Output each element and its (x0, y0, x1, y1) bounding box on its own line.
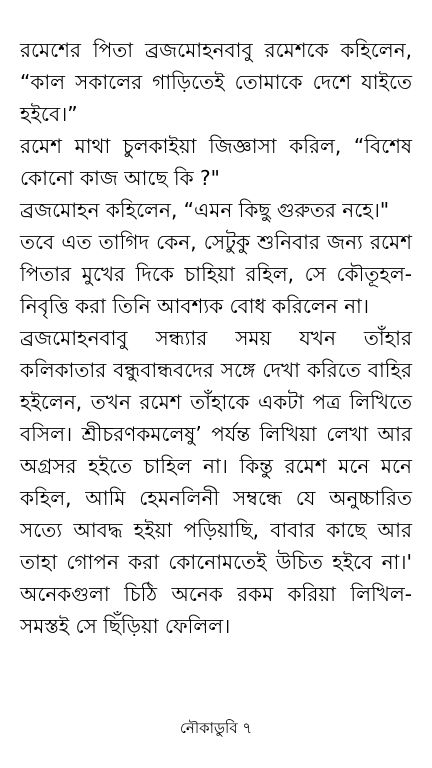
paragraph: রমেশের পিতা ব্রজমোহনবাবু রমেশকে কহিলেন, “কাল সকালের গাড়িতেই তোমাকে দেশে যাইতে হইবে।” (20, 38, 412, 126)
paragraph: তবে এত তাগিদ কেন, সেটুকু শুনিবার জন্য রমেশ পিতার মুখের দিকে চাহিয়া রহিল, সে কৌতূহল- নিবৃত্তি করা তিনি আবশ্যক বোধ করিলেন না। (20, 230, 412, 318)
paragraph: ব্রজমোহন কহিলেন, “এমন কিছু গুরুতর নহে।" (20, 198, 390, 222)
page-text (20, 34, 412, 642)
page-footer: নৌকাডুবি ৭ (179, 719, 253, 737)
paragraph: রমেশ মাথা চুলকাইয়া জিজ্ঞাসা করিল, “বিশেষ কোনো কাজ আছে কি ?" (20, 134, 412, 190)
paragraph: ব্রজমোহনবাবু সন্ধ্যার সময় যখন তাঁহার কলিকাতার বন্ধুবান্ধবদের সঙ্গে দেখা করিতে বাহির হইলেন, তখন রমেশ তাঁহাকে একটা পত্র লিখিতে বসিল। শ্রীচরণকমলেষু’ পর্যন্ত লিখিয়া লেখা আর অগ্রসর হইতে চাহিল না। কিন্তু রমেশ মনে মনে কহিল, আমি হেমনলিনী সম্বন্ধে যে অনুচ্চারিত সত্যে আবদ্ধ হইয়া পড়িয়াছি, বাবার কাছে আর তাহা গোপন করা কোনোমতেই উচিত হইবে না।' অনেকগুলা চিঠি অনেক রকম করিয়া লিখিল- সমস্তই সে ছিঁড়িয়া ফেলিল। (20, 326, 412, 638)
